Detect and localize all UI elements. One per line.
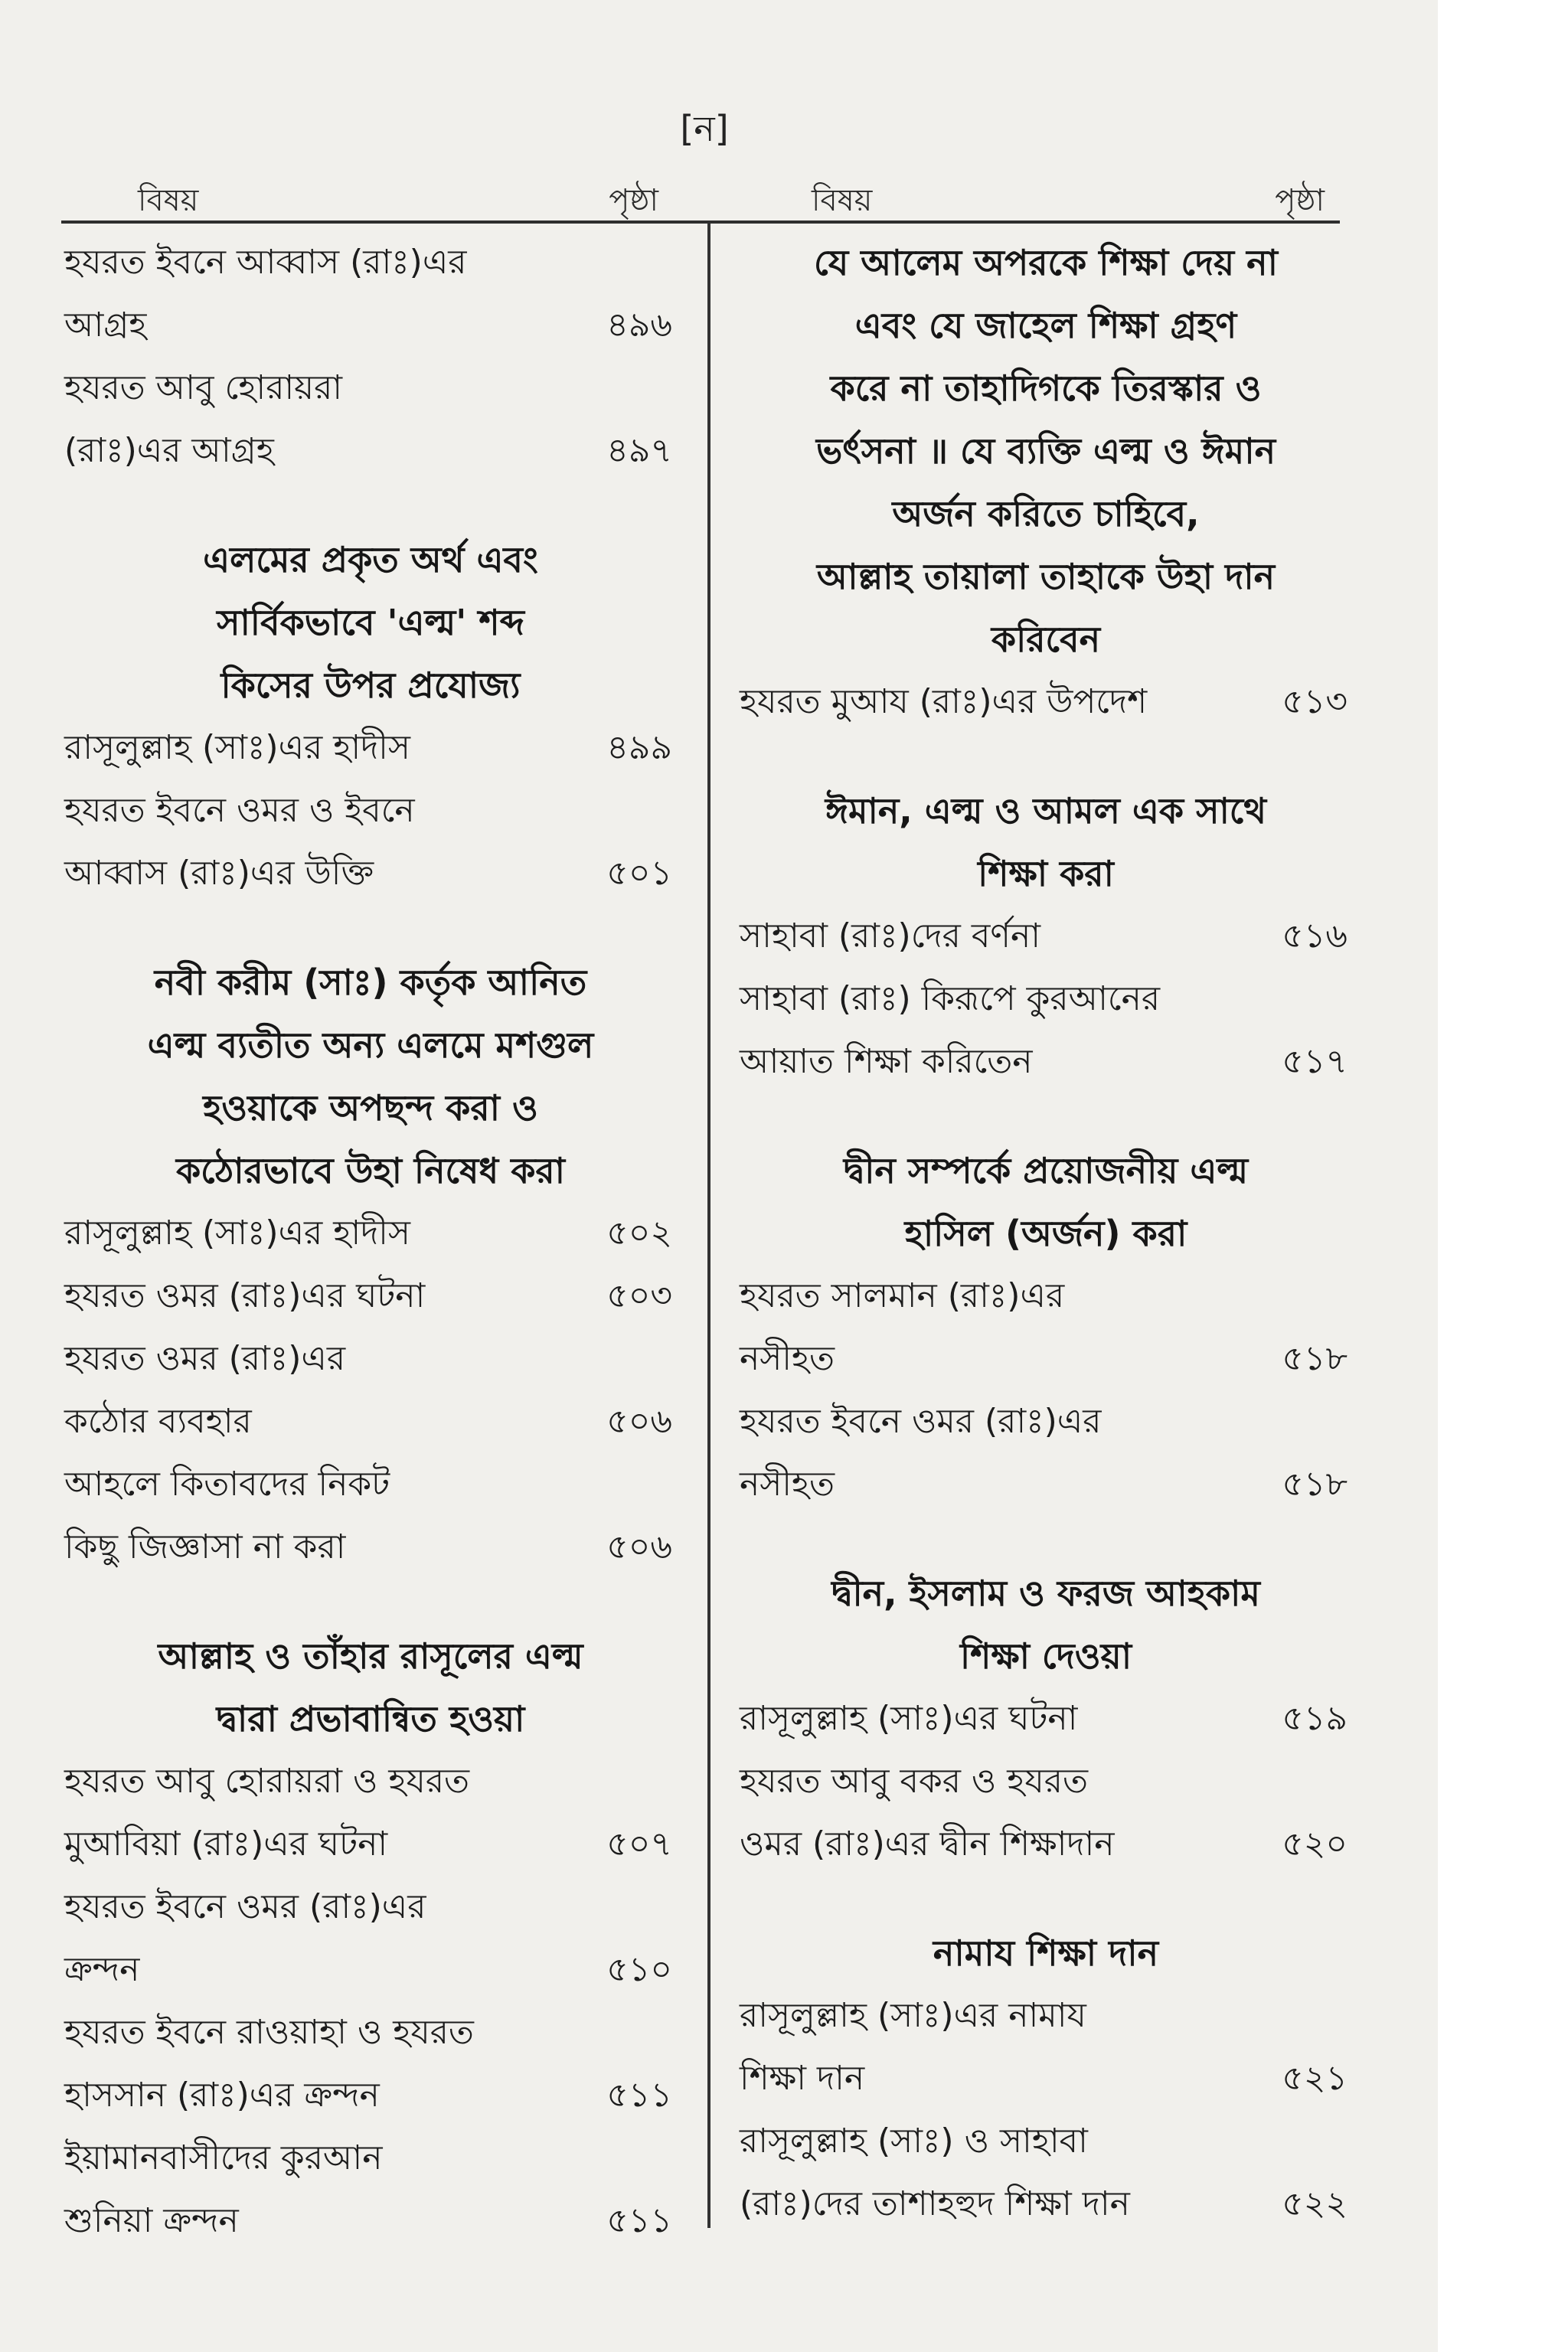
toc-page-number: ৫০৭ — [606, 1824, 672, 1864]
toc-entry[interactable] — [64, 1876, 677, 2001]
toc-entry-line — [64, 1939, 677, 2001]
toc-page-number: ৪৯৬ — [606, 305, 672, 345]
toc-page-number: ৪৯৭ — [606, 431, 672, 470]
toc-page-number: ৫২১ — [1282, 2059, 1348, 2098]
toc-entry-line — [64, 1813, 677, 1876]
toc-entry-line — [740, 1031, 1352, 1093]
toc-entry-title: হযরত আবু হোরায়রা ও হযরত — [64, 1762, 470, 1801]
toc-page-number: ৫২০ — [1282, 1824, 1348, 1864]
toc-entry[interactable] — [64, 1202, 677, 1265]
toc-page-number: ৫০৬ — [606, 1402, 672, 1441]
toc-page-number: ৫০৩ — [606, 1276, 672, 1315]
toc-entry-title: মুআবিয়া (রাঃ)এর ঘটনা — [64, 1824, 388, 1864]
toc-entry-title: রাসূলুল্লাহ (সাঃ)এর নামায — [740, 1996, 1086, 2035]
toc-entry-title: হযরত ওমর (রাঃ)এর — [64, 1339, 346, 1378]
toc-entry[interactable] — [64, 1750, 677, 1876]
toc-entry-line — [64, 1390, 677, 1453]
toc-entry-title: আগ্রহ — [64, 305, 147, 345]
toc-entry-title: হাসসান (রাঃ)এর ক্রন্দন — [64, 2076, 380, 2115]
section-gap — [64, 482, 677, 528]
toc-entry-line — [64, 2001, 677, 2064]
section-gap — [64, 1579, 677, 1625]
toc-entry-line — [64, 1750, 677, 1813]
toc-page-number: ৫১৯ — [1282, 1699, 1348, 1738]
toc-entry[interactable] — [740, 1265, 1352, 1390]
section-heading-line: দ্বীন, ইসলাম ও ফরজ আহকাম — [831, 1573, 1260, 1614]
subject-label: বিষয় — [812, 183, 873, 218]
toc-entry-title: কঠোর ব্যবহার — [64, 1402, 252, 1441]
toc-entry-title: হযরত ইবনে ওমর (রাঃ)এর — [740, 1402, 1102, 1441]
section-heading-line: করে না তাহাদিগকে তিরস্কার ও — [830, 368, 1262, 409]
section-heading-line: শিক্ষা দেওয়া — [959, 1635, 1132, 1677]
toc-entry-line — [740, 2110, 1352, 2173]
section-heading-line: নবী করীম (সাঃ) কর্তৃক আনিত — [154, 962, 587, 1003]
toc-entry-title: হযরত ইবনে ওমর ও ইবনে — [64, 791, 415, 830]
section-heading-line: অর্জন করিতে চাহিবে, — [892, 493, 1200, 534]
toc-entry-line — [64, 1876, 677, 1939]
toc-entry-line — [64, 2127, 677, 2190]
toc-entry[interactable] — [64, 2001, 677, 2127]
toc-entry-title: হযরত ইবনে রাওয়াহা ও হযরত — [64, 2013, 474, 2052]
toc-entry-title: হযরত আবু হোরায়রা — [64, 368, 343, 407]
section-heading-line: কঠোরভাবে উহা নিষেধ করা — [175, 1150, 566, 1191]
toc-entry-title: সাহাবা (রাঃ)দের বর্ণনা — [740, 916, 1040, 956]
toc-entry[interactable] — [64, 357, 677, 482]
toc-entry[interactable] — [740, 905, 1352, 968]
section-heading — [64, 528, 677, 717]
section-gap — [740, 733, 1352, 779]
toc-page-number: ৫০৬ — [606, 1527, 672, 1566]
section-gap — [64, 905, 677, 951]
toc-entry[interactable] — [740, 1984, 1352, 2110]
toc-entry-line — [64, 1516, 677, 1579]
toc-entry-line — [740, 1390, 1352, 1453]
section-gap — [740, 1876, 1352, 1922]
toc-entry-title: হযরত সালমান (রাঃ)এর — [740, 1276, 1065, 1315]
section-heading — [740, 231, 1352, 671]
toc-entry-title: হযরত ইবনে ওমর (রাঃ)এর — [64, 1887, 426, 1926]
toc-entry-line — [64, 1265, 677, 1328]
toc-entry-title: (রাঃ)এর আগ্রহ — [64, 431, 274, 470]
toc-entry-title: আব্বাস (রাঃ)এর উক্তি — [64, 854, 374, 893]
toc-entry-title: ক্রন্দন — [64, 1950, 140, 1989]
toc-entry-title: রাসূলুল্লাহ (সাঃ)এর হাদীস — [64, 1214, 410, 1253]
toc-entry-title: রাসূলুল্লাহ (সাঃ) ও সাহাবা — [740, 2122, 1088, 2161]
section-heading — [64, 1625, 677, 1750]
section-heading-line: ঈমান, এল্ম ও আমল এক সাথে — [825, 790, 1267, 831]
section-gap — [740, 1093, 1352, 1139]
toc-entry[interactable] — [740, 2110, 1352, 2236]
subject-label: বিষয় — [138, 183, 199, 218]
toc-page-number: ৫১১ — [606, 2201, 672, 2240]
toc-entry-line — [740, 1453, 1352, 1516]
section-heading-line: এবং যে জাহেল শিক্ষা গ্রহণ — [854, 305, 1237, 346]
page-label: পৃষ্ঠা — [609, 183, 658, 218]
toc-entry[interactable] — [64, 717, 677, 779]
toc-entry-line — [740, 1984, 1352, 2047]
toc-page-number: ৫১৮ — [1282, 1339, 1348, 1378]
toc-entry-line — [740, 1813, 1352, 1876]
toc-entry-line — [740, 905, 1352, 968]
toc-entry-title: আয়াত শিক্ষা করিতেন — [740, 1042, 1033, 1081]
section-heading — [740, 1922, 1352, 1984]
toc-entry-title: আহলে কিতাবদের নিকট — [64, 1465, 390, 1504]
toc-page-number: ৫১১ — [606, 2076, 672, 2115]
section-heading-line: আল্লাহ ও তাঁহার রাসূলের এল্ম — [158, 1635, 583, 1677]
toc-entry-line — [64, 2064, 677, 2127]
toc-entry-title: হযরত ওমর (রাঃ)এর ঘটনা — [64, 1276, 426, 1315]
toc-entry-title: (রাঃ)দের তাশাহহুদ শিক্ষা দান — [740, 2184, 1130, 2223]
toc-entry-title: নসীহত — [740, 1465, 835, 1504]
toc-entry-title: রাসূলুল্লাহ (সাঃ)এর ঘটনা — [740, 1699, 1078, 1738]
toc-entry-title: ইয়ামানবাসীদের কুরআন — [64, 2138, 383, 2177]
toc-entry[interactable] — [64, 1453, 677, 1579]
toc-entry-line — [64, 2190, 677, 2252]
toc-page-number: ৫১০ — [606, 1950, 672, 1989]
section-heading-line: দ্বীন সম্পর্কে প্রয়োজনীয় এল্ম — [843, 1150, 1249, 1191]
section-gap — [740, 1516, 1352, 1562]
toc-page-number: ৫১৬ — [1282, 916, 1348, 956]
toc-entry-line — [740, 1328, 1352, 1390]
toc-entry[interactable] — [740, 671, 1352, 733]
section-heading — [740, 779, 1352, 905]
header-divider — [61, 220, 1340, 224]
section-heading — [740, 1139, 1352, 1265]
toc-entry-line — [740, 1265, 1352, 1328]
toc-entry-line — [740, 2173, 1352, 2236]
section-heading-line: আল্লাহ তায়ালা তাহাকে উহা দান — [816, 556, 1276, 597]
page-label: পৃষ্ঠা — [1275, 183, 1325, 218]
right-column — [740, 231, 1352, 2236]
toc-entry[interactable] — [740, 1750, 1352, 1876]
left-column — [64, 231, 677, 2252]
toc-entry-title: হযরত ইবনে আব্বাস (রাঃ)এর — [64, 243, 467, 282]
section-heading-line: দ্বারা প্রভাবান্বিত হওয়া — [216, 1698, 525, 1740]
section-heading-line: যে আলেম অপরকে শিক্ষা দেয় না — [814, 242, 1278, 283]
toc-entry[interactable] — [64, 231, 677, 357]
column-divider — [707, 224, 710, 2228]
section-heading — [64, 951, 677, 1202]
toc-entry-line — [740, 1687, 1352, 1750]
toc-entry-line — [64, 1328, 677, 1390]
section-heading-line: নামায শিক্ষা দান — [933, 1932, 1159, 1974]
section-heading-line: করিবেন — [991, 619, 1101, 660]
toc-entry-title: শিক্ষা দান — [740, 2059, 865, 2098]
toc-entry[interactable] — [740, 968, 1352, 1093]
toc-page-number: ৫১৭ — [1282, 1042, 1348, 1081]
section-heading-line: শিক্ষা করা — [978, 853, 1114, 894]
left-column-header — [61, 170, 666, 216]
toc-entry[interactable] — [740, 1687, 1352, 1750]
toc-entry-title: সাহাবা (রাঃ) কিরূপে কুরআনের — [740, 979, 1161, 1018]
section-heading — [740, 1562, 1352, 1687]
section-heading-line: এলমের প্রকৃত অর্থ এবং — [203, 539, 538, 580]
toc-entry[interactable] — [64, 779, 677, 905]
toc-entry-title: রাসূলুল্লাহ (সাঃ)এর হাদীস — [64, 728, 410, 767]
toc-entry-title: হযরত আবু বকর ও হযরত — [740, 1762, 1088, 1801]
toc-entry-line — [64, 1453, 677, 1516]
toc-entry-line — [740, 671, 1352, 733]
toc-entry-line — [64, 842, 677, 905]
toc-entry[interactable] — [740, 1390, 1352, 1516]
toc-page-number: ৫১৩ — [1282, 682, 1348, 721]
toc-entry-line — [740, 1750, 1352, 1813]
toc-entry-line — [64, 717, 677, 779]
section-heading-line: ভর্ৎসনা ॥ যে ব্যক্তি এল্ম ও ঈমান — [815, 430, 1276, 472]
toc-page-number: ৫০১ — [606, 854, 672, 893]
toc-page-number: ৫১৮ — [1282, 1465, 1348, 1504]
section-heading-line: সার্বিকভাবে 'এল্ম' শব্দ — [217, 602, 524, 643]
toc-page-number: ৫২২ — [1282, 2184, 1348, 2223]
page-number: [ন] — [680, 108, 729, 149]
section-heading-line: হওয়াকে অপছন্দ করা ও — [203, 1087, 538, 1129]
toc-entry-line — [740, 2047, 1352, 2110]
toc-entry[interactable] — [64, 1265, 677, 1328]
toc-entry-line — [64, 420, 677, 482]
section-heading-line: এল্ম ব্যতীত অন্য এলমে মশগুল — [147, 1024, 594, 1066]
toc-entry-line — [64, 231, 677, 294]
toc-entry-title: শুনিয়া ক্রন্দন — [64, 2201, 239, 2240]
section-heading-line: কিসের উপর প্রযোজ্য — [220, 665, 521, 706]
toc-page-number: ৪৯৯ — [606, 728, 672, 767]
right-column-header — [735, 170, 1332, 216]
toc-entry-line — [64, 357, 677, 420]
toc-entry-title: কিছু জিজ্ঞাসা না করা — [64, 1527, 346, 1566]
toc-entry-line — [64, 779, 677, 842]
toc-entry-title: ওমর (রাঃ)এর দ্বীন শিক্ষাদান — [740, 1824, 1115, 1864]
toc-entry-title: নসীহত — [740, 1339, 835, 1378]
toc-entry-line — [64, 294, 677, 357]
toc-entry-line — [64, 1202, 677, 1265]
section-heading-line: হাসিল (অর্জন) করা — [904, 1213, 1187, 1254]
toc-entry-line — [740, 968, 1352, 1031]
toc-entry-title: হযরত মুআয (রাঃ)এর উপদেশ — [740, 682, 1148, 721]
toc-page-number: ৫০২ — [606, 1214, 672, 1253]
toc-entry[interactable] — [64, 1328, 677, 1453]
toc-entry[interactable] — [64, 2127, 677, 2252]
